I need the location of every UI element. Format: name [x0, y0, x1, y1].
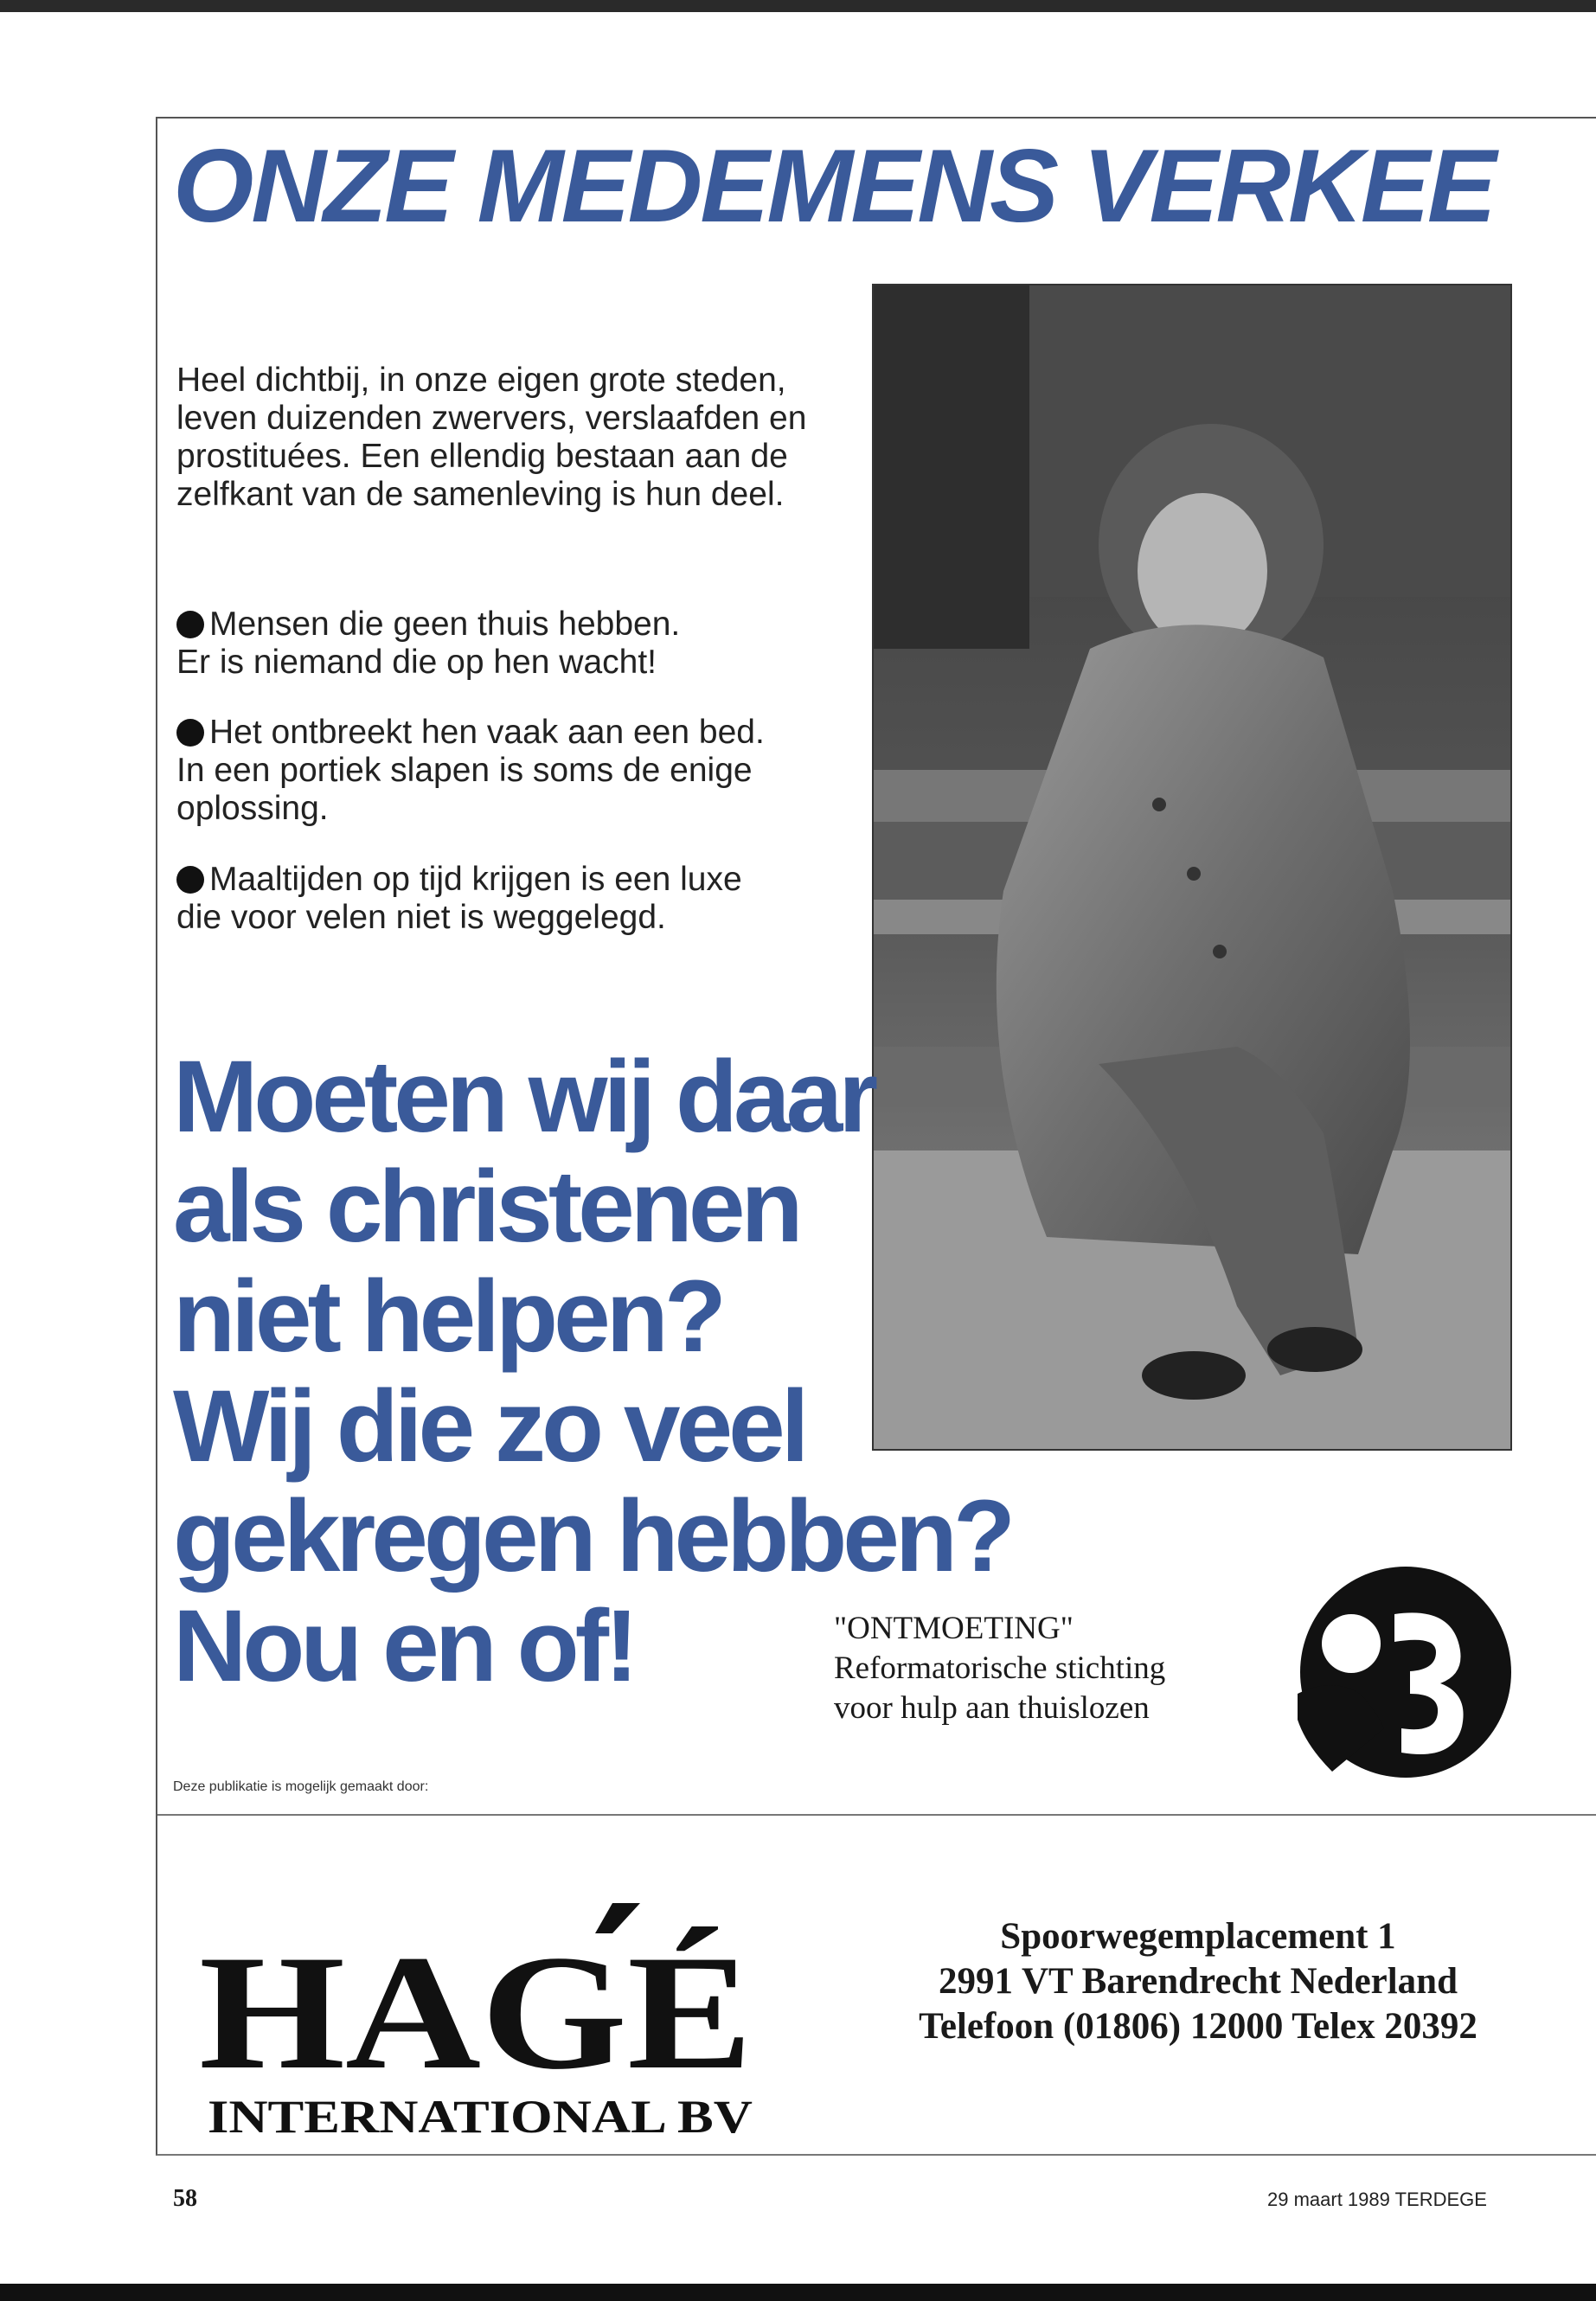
question-line: niet helpen?: [173, 1259, 722, 1374]
page-number: 58: [173, 2185, 197, 2212]
bullet-dot-icon: [176, 611, 204, 638]
bottom-border: [0, 2284, 1596, 2301]
bullet-item: [176, 606, 834, 682]
address-line: Spoorwegemplacement 1: [1000, 1916, 1396, 1957]
bullet-text-line1: Mensen die geen thuis hebben.: [209, 606, 681, 643]
question-line: Nou en of!: [173, 1589, 635, 1703]
bullet-text-line1: Het ontbreekt hen vaak aan een bed.: [209, 714, 765, 751]
address-line: 2991 VT Barendrecht Nederland: [938, 1961, 1458, 2002]
intro-paragraph: Heel dichtbij, in onze eigen grote steden, leven duizenden zwervers, verslaafden en prostituées. Een ellendig bestaan aan de zelfkant van de samenleving is hun deel.: [176, 362, 807, 513]
ontmoeting-logo-icon: [1298, 1564, 1514, 1780]
question-line: Moeten wij daar: [173, 1040, 875, 1154]
question-line: Wij die zo veel: [173, 1369, 805, 1484]
hage-logo: [199, 1894, 761, 2145]
svg-text:INTERNATIONAL BV: INTERNATIONAL BV: [208, 2091, 753, 2143]
bullet-dot-icon: [176, 866, 204, 894]
bullet-text-rest: In een portiek slapen is soms de enige oplossing.: [176, 752, 753, 827]
call-to-action-question: [173, 1042, 1021, 1702]
bullet-text-rest: Er is niemand die op hen wacht!: [176, 644, 657, 681]
publication-date: 29 maart 1989 TERDEGE: [1267, 2189, 1487, 2210]
organization-info: [834, 1609, 1301, 1728]
bullet-dot-icon: [176, 719, 204, 747]
organization-name: "ONTMOETING": [834, 1611, 1074, 1646]
bullet-item: [176, 714, 834, 828]
question-line: als christenen: [173, 1150, 799, 1264]
organization-line: Reformatorische stichting: [834, 1650, 1166, 1686]
sponsor-address: [852, 1914, 1544, 2049]
question-line: gekregen hebben?: [173, 1479, 1012, 1593]
top-border: [0, 0, 1596, 12]
headline: ONZE MEDEMENS VERKEE: [173, 130, 1494, 242]
bullet-text-line1: Maaltijden op tijd krijgen is een luxe: [209, 861, 742, 898]
bullet-text-rest: die voor velen niet is weggelegd.: [176, 899, 666, 936]
svg-text:HAGÉ: HAGÉ: [199, 1922, 753, 2104]
publication-credit: Deze publikatie is mogelijk gemaakt door:: [173, 1779, 429, 1794]
bullet-item: [176, 861, 834, 937]
address-line: Telefoon (01806) 12000 Telex 20392: [919, 2006, 1477, 2047]
organization-line: voor hulp aan thuislozen: [834, 1690, 1150, 1726]
